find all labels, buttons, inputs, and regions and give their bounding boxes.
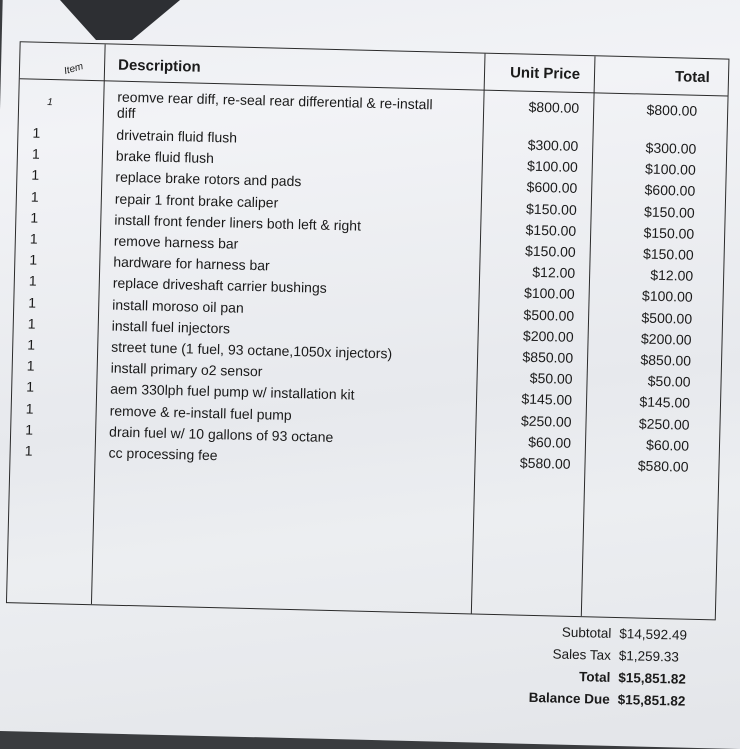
row-description: install moroso oil pan [112, 296, 244, 316]
row-description: remove & re-install fuel pump [109, 402, 292, 423]
row-description: aem 330lph fuel pump w/ installation kit [110, 380, 355, 403]
row-total: $580.00 [637, 457, 689, 475]
row-description: replace brake rotors and pads [115, 169, 302, 190]
row-total: $300.00 [645, 139, 697, 157]
row-description: cc processing fee [108, 444, 218, 464]
row-unit-price: $850.00 [522, 348, 574, 366]
invoice-table [6, 41, 730, 620]
row-description: street tune (1 fuel, 93 octane,1050x injectors) [111, 338, 393, 362]
tax-row [501, 645, 695, 665]
row-total: $100.00 [641, 287, 693, 306]
row-total: $50.00 [647, 372, 691, 390]
row-total: $850.00 [640, 351, 692, 369]
row-qty: 1 [31, 166, 40, 184]
row-unit-price: $60.00 [528, 433, 572, 451]
row-total: $145.00 [639, 393, 691, 412]
row-qty: 1 [29, 230, 38, 247]
tax-value: $1,259.33 [618, 648, 680, 665]
row-qty: 1 [26, 357, 35, 374]
row-qty: 1 [47, 96, 53, 109]
subtotal-value: $14,592.49 [619, 626, 688, 643]
header-item: Item [62, 61, 85, 78]
row-description: drain fuel w/ 10 gallons of 93 octane [108, 423, 334, 445]
row-unit-price: $580.00 [519, 454, 571, 472]
row-total: $250.00 [638, 415, 690, 433]
row-qty: 1 [27, 336, 36, 353]
row-unit-price: $250.00 [520, 412, 572, 430]
tax-label: Sales Tax [552, 646, 612, 663]
subtotal-row [501, 623, 695, 643]
row-description: reomve rear diff, re-seal rear differential & re-install diff [116, 88, 433, 122]
row-qty: 1 [28, 294, 37, 311]
row-total: $150.00 [643, 224, 695, 242]
row-total: $60.00 [645, 436, 690, 454]
row-description: hardware for harness bar [113, 253, 270, 274]
balance-row [500, 689, 694, 709]
row-total: $800.00 [646, 101, 698, 119]
row-qty: 1 [30, 188, 39, 205]
row-unit-price: $145.00 [521, 391, 573, 409]
row-unit-price: $200.00 [522, 327, 574, 345]
row-total: $100.00 [644, 160, 696, 178]
row-description: install fuel injectors [111, 317, 231, 337]
row-unit-price: $300.00 [527, 136, 579, 154]
row-qty: 1 [25, 421, 34, 438]
row-unit-price: $600.00 [526, 179, 578, 197]
row-unit-price: $500.00 [523, 306, 575, 324]
row-unit-price: $12.00 [532, 264, 576, 282]
row-description: drivetrain fluid flush [116, 126, 238, 146]
row-qty: 1 [25, 400, 34, 417]
row-unit-price: $150.00 [525, 200, 577, 218]
row-unit-price: $150.00 [524, 242, 576, 260]
row-qty: 1 [29, 251, 38, 268]
row-qty: 1 [30, 209, 39, 226]
row-description: repair 1 front brake caliper [114, 190, 279, 211]
row-description: remove harness bar [113, 232, 239, 252]
row-qty: 1 [26, 378, 35, 396]
row-unit-price: $150.00 [525, 221, 577, 239]
row-qty: 1 [24, 442, 33, 459]
row-unit-price: $800.00 [528, 98, 580, 116]
row-total: $150.00 [643, 203, 695, 221]
row-total: $150.00 [642, 245, 694, 263]
header-unit-price: Unit Price [509, 64, 581, 83]
row-unit-price: $50.00 [529, 370, 573, 388]
row-description: install front fender liners both left & right [114, 211, 362, 234]
total-label: Total [578, 669, 611, 685]
row-total: $12.00 [650, 266, 694, 284]
row-description: install primary o2 sensor [110, 359, 263, 380]
row-unit-price: $100.00 [526, 157, 578, 176]
balance-label: Balance Due [528, 689, 610, 707]
row-description: brake fluid flush [115, 147, 215, 167]
row-qty: 1 [32, 124, 41, 141]
subtotal-label: Subtotal [561, 624, 612, 641]
row-qty: 1 [31, 145, 40, 162]
balance-value: $15,851.82 [617, 692, 686, 709]
summary-block [453, 622, 695, 728]
header-description: Description [117, 56, 201, 76]
row-qty: 1 [27, 315, 36, 332]
row-total: $500.00 [641, 309, 693, 327]
row-total: $600.00 [644, 181, 696, 200]
row-qty: 1 [28, 272, 37, 290]
row-description: replace driveshaft carrier bushings [112, 274, 327, 297]
total-row [500, 667, 694, 687]
header-total: Total [674, 68, 710, 87]
total-value: $15,851.82 [618, 670, 687, 687]
row-total: $200.00 [640, 330, 692, 348]
row-unit-price: $100.00 [523, 285, 575, 303]
